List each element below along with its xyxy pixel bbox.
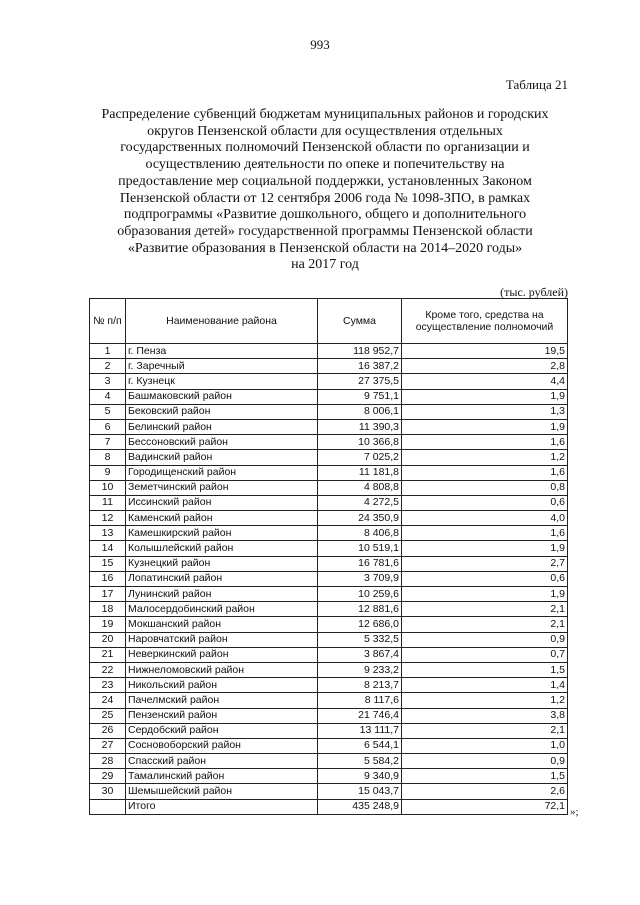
row-number: 2 (90, 359, 126, 374)
row-number: 22 (90, 662, 126, 677)
district-name: г. Заречный (126, 359, 318, 374)
table-row (90, 450, 568, 465)
row-number: 16 (90, 571, 126, 586)
table-row (90, 404, 568, 419)
district-name: Иссинский район (126, 495, 318, 510)
district-name: Малосердобинский район (126, 602, 318, 617)
extra-funds-cell: 1,9 (402, 587, 568, 602)
units-label: (тыс. рублей) (500, 285, 568, 299)
amount-cell: 4 808,8 (318, 480, 402, 495)
title-line: округов Пензенской области для осуществления отдельных (147, 123, 503, 139)
table-row (90, 526, 568, 541)
district-name: Камешкирский район (126, 526, 318, 541)
district-name: Вадинский район (126, 450, 318, 465)
row-number (90, 799, 126, 814)
amount-cell: 6 544,1 (318, 738, 402, 753)
document-title (80, 107, 570, 274)
table-row (90, 647, 568, 662)
table-row (90, 511, 568, 526)
extra-funds-cell: 1,2 (402, 450, 568, 465)
district-name: Нижнеломовский район (126, 662, 318, 677)
amount-cell: 8 406,8 (318, 526, 402, 541)
row-number: 6 (90, 419, 126, 434)
row-number: 20 (90, 632, 126, 647)
row-number: 19 (90, 617, 126, 632)
amount-cell: 8 117,6 (318, 693, 402, 708)
table-row (90, 769, 568, 784)
amount-cell: 21 746,4 (318, 708, 402, 723)
table-row (90, 571, 568, 586)
district-name: Сосновоборский район (126, 738, 318, 753)
table-row (90, 374, 568, 389)
table-row (90, 480, 568, 495)
row-number: 24 (90, 693, 126, 708)
district-name: г. Пенза (126, 344, 318, 359)
amount-cell: 12 686,0 (318, 617, 402, 632)
extra-funds-cell: 1,0 (402, 738, 568, 753)
extra-funds-cell: 1,9 (402, 541, 568, 556)
amount-cell: 9 340,9 (318, 769, 402, 784)
row-number: 15 (90, 556, 126, 571)
row-number: 23 (90, 678, 126, 693)
table-row (90, 738, 568, 753)
extra-funds-cell: 4,4 (402, 374, 568, 389)
row-number: 5 (90, 404, 126, 419)
amount-cell: 435 248,9 (318, 799, 402, 814)
row-number: 30 (90, 784, 126, 799)
row-number: 29 (90, 769, 126, 784)
table-row (90, 754, 568, 769)
row-number: 12 (90, 511, 126, 526)
district-name: Пачелмский район (126, 693, 318, 708)
extra-funds-cell: 2,7 (402, 556, 568, 571)
table-row (90, 662, 568, 677)
header-amount: Сумма (318, 299, 402, 344)
row-number: 28 (90, 754, 126, 769)
row-number: 25 (90, 708, 126, 723)
row-number: 26 (90, 723, 126, 738)
district-name: Бессоновский район (126, 435, 318, 450)
amount-cell: 13 111,7 (318, 723, 402, 738)
extra-funds-cell: 1,4 (402, 678, 568, 693)
subvention-table (89, 298, 568, 815)
amount-cell: 27 375,5 (318, 374, 402, 389)
amount-cell: 9 233,2 (318, 662, 402, 677)
amount-cell: 118 952,7 (318, 344, 402, 359)
district-name: Городищенский район (126, 465, 318, 480)
extra-funds-cell: 1,9 (402, 419, 568, 434)
row-number: 10 (90, 480, 126, 495)
amount-cell: 4 272,5 (318, 495, 402, 510)
district-name: Спасский район (126, 754, 318, 769)
district-name: Шемышейский район (126, 784, 318, 799)
extra-funds-cell: 0,8 (402, 480, 568, 495)
amount-cell: 16 781,6 (318, 556, 402, 571)
extra-funds-cell: 1,2 (402, 693, 568, 708)
amount-cell: 11 181,8 (318, 465, 402, 480)
amount-cell: 3 709,9 (318, 571, 402, 586)
amount-cell: 15 043,7 (318, 784, 402, 799)
header-name: Наименование района (126, 299, 318, 344)
district-name: Лопатинский район (126, 571, 318, 586)
table-label: Таблица 21 (505, 77, 568, 92)
title-line: образования детей» государственной программы Пензенской области (117, 223, 533, 239)
title-line: подпрограммы «Развитие дошкольного, общего и дополнительного (123, 207, 527, 223)
amount-cell: 3 867,4 (318, 647, 402, 662)
extra-funds-cell: 2,6 (402, 784, 568, 799)
extra-funds-cell: 1,3 (402, 404, 568, 419)
row-number: 7 (90, 435, 126, 450)
closing-quote-mark: »; (570, 806, 579, 818)
table-row (90, 708, 568, 723)
row-number: 4 (90, 389, 126, 404)
row-number: 14 (90, 541, 126, 556)
amount-cell: 7 025,2 (318, 450, 402, 465)
row-number: 27 (90, 738, 126, 753)
table-row (90, 617, 568, 632)
table-row (90, 693, 568, 708)
table-row (90, 495, 568, 510)
header-num: № п/п (90, 299, 126, 344)
extra-funds-cell: 19,5 (402, 344, 568, 359)
amount-cell: 24 350,9 (318, 511, 402, 526)
title-line: государственных полномочий Пензенской области по организации и (120, 140, 530, 156)
extra-funds-cell: 3,8 (402, 708, 568, 723)
district-name: Каменский район (126, 511, 318, 526)
extra-funds-cell: 1,6 (402, 526, 568, 541)
district-name: Лунинский район (126, 587, 318, 602)
extra-funds-cell: 1,5 (402, 769, 568, 784)
extra-funds-cell: 0,9 (402, 632, 568, 647)
table-row (90, 541, 568, 556)
extra-funds-cell: 72,1 (402, 799, 568, 814)
amount-cell: 9 751,1 (318, 389, 402, 404)
title-line: на 2017 год (291, 257, 359, 273)
table-row (90, 632, 568, 647)
row-number: 8 (90, 450, 126, 465)
table-row (90, 359, 568, 374)
table-row (90, 435, 568, 450)
title-line: осуществлению деятельности по опеке и попечительству на (145, 157, 505, 173)
district-name: Итого (126, 799, 318, 814)
table-header-row (90, 299, 568, 344)
table-row (90, 723, 568, 738)
extra-funds-cell: 2,8 (402, 359, 568, 374)
title-line: Распределение субвенций бюджетам муниципальных районов и городских (101, 107, 549, 122)
amount-cell: 5 332,5 (318, 632, 402, 647)
table-total-row (90, 799, 568, 814)
amount-cell: 11 390,3 (318, 419, 402, 434)
district-name: Земетчинский район (126, 480, 318, 495)
extra-funds-cell: 1,6 (402, 435, 568, 450)
title-line: предоставление мер социальной поддержки, установленных Законом (118, 173, 532, 189)
extra-funds-cell: 1,6 (402, 465, 568, 480)
table-row (90, 602, 568, 617)
row-number: 11 (90, 495, 126, 510)
amount-cell: 10 519,1 (318, 541, 402, 556)
district-name: Бековский район (126, 404, 318, 419)
page-number: 993 (310, 37, 330, 52)
row-number: 21 (90, 647, 126, 662)
table-row (90, 678, 568, 693)
district-name: Пензенский район (126, 708, 318, 723)
table-row (90, 784, 568, 799)
district-name: Башмаковский район (126, 389, 318, 404)
table-row (90, 344, 568, 359)
table-row (90, 389, 568, 404)
extra-funds-cell: 1,5 (402, 662, 568, 677)
amount-cell: 10 366,8 (318, 435, 402, 450)
amount-cell: 5 584,2 (318, 754, 402, 769)
row-number: 1 (90, 344, 126, 359)
extra-funds-cell: 2,1 (402, 602, 568, 617)
district-name: Наровчатский район (126, 632, 318, 647)
extra-funds-cell: 0,6 (402, 495, 568, 510)
extra-funds-cell: 2,1 (402, 723, 568, 738)
extra-funds-cell: 4,0 (402, 511, 568, 526)
amount-cell: 12 881,6 (318, 602, 402, 617)
amount-cell: 8 213,7 (318, 678, 402, 693)
district-name: Неверкинский район (126, 647, 318, 662)
district-name: Сердобский район (126, 723, 318, 738)
extra-funds-cell: 0,9 (402, 754, 568, 769)
header-extra: Кроме того, средства на осуществление полномочий (402, 299, 568, 344)
title-line: «Развитие образования в Пензенской области на 2014–2020 годы» (127, 240, 523, 256)
district-name: Колышлейский район (126, 541, 318, 556)
row-number: 17 (90, 587, 126, 602)
extra-funds-cell: 1,9 (402, 389, 568, 404)
table-row (90, 556, 568, 571)
extra-funds-cell: 0,7 (402, 647, 568, 662)
table-row (90, 587, 568, 602)
amount-cell: 10 259,6 (318, 587, 402, 602)
table-row (90, 419, 568, 434)
table-row (90, 465, 568, 480)
district-name: Никольский район (126, 678, 318, 693)
district-name: Белинский район (126, 419, 318, 434)
district-name: г. Кузнецк (126, 374, 318, 389)
row-number: 18 (90, 602, 126, 617)
amount-cell: 8 006,1 (318, 404, 402, 419)
row-number: 13 (90, 526, 126, 541)
extra-funds-cell: 0,6 (402, 571, 568, 586)
district-name: Мокшанский район (126, 617, 318, 632)
row-number: 9 (90, 465, 126, 480)
district-name: Тамалинский район (126, 769, 318, 784)
district-name: Кузнецкий район (126, 556, 318, 571)
title-line: Пензенской области от 12 сентября 2006 года № 1098-ЗПО, в рамках (119, 190, 531, 206)
row-number: 3 (90, 374, 126, 389)
extra-funds-cell: 2,1 (402, 617, 568, 632)
amount-cell: 16 387,2 (318, 359, 402, 374)
